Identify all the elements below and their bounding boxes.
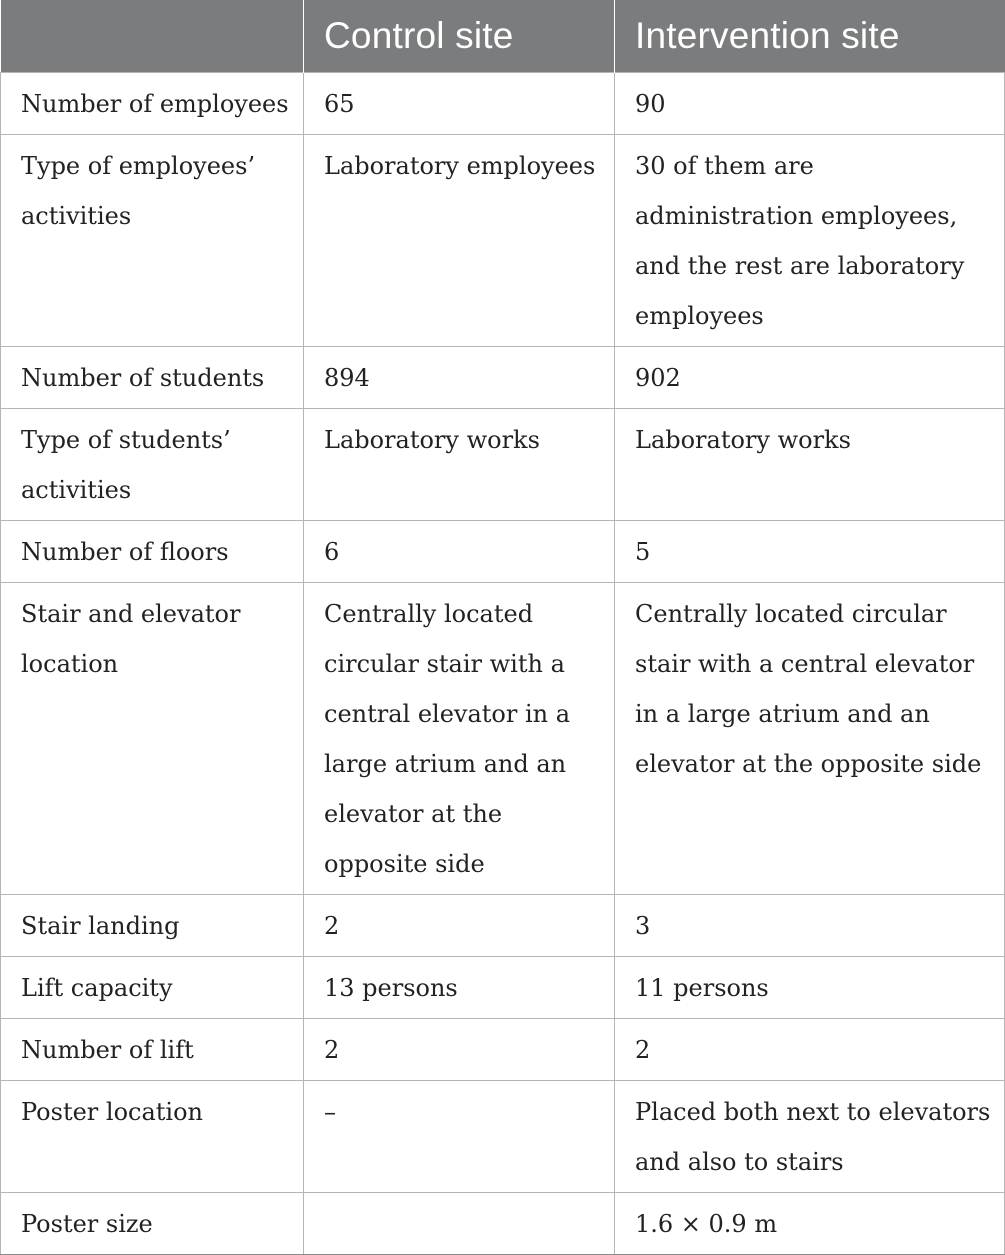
- control-value: 894: [304, 346, 615, 408]
- table-row: [1, 346, 1005, 408]
- intervention-value: 3: [615, 894, 1005, 956]
- control-value: Laboratory works: [304, 408, 615, 520]
- header-control-site: Control site: [304, 0, 615, 72]
- header-intervention-site: Intervention site: [615, 0, 1005, 72]
- control-value: Laboratory employees: [304, 134, 615, 346]
- table-row: [1, 408, 1005, 520]
- intervention-value: 11 persons: [615, 956, 1005, 1018]
- table-body: [1, 72, 1005, 1254]
- row-label: Poster location: [1, 1080, 304, 1192]
- row-label: Number of students: [1, 346, 304, 408]
- intervention-value: 902: [615, 346, 1005, 408]
- row-label: Number of employees: [1, 72, 304, 134]
- table-row: [1, 956, 1005, 1018]
- row-label: Stair and elevator location: [1, 582, 304, 894]
- header-empty: [1, 0, 304, 72]
- table-row: [1, 1192, 1005, 1254]
- header-row: [1, 0, 1005, 72]
- intervention-value: 2: [615, 1018, 1005, 1080]
- control-value: 2: [304, 1018, 615, 1080]
- row-label: Number of floors: [1, 520, 304, 582]
- table-row: [1, 520, 1005, 582]
- table-row: [1, 582, 1005, 894]
- intervention-value: 5: [615, 520, 1005, 582]
- control-value: 6: [304, 520, 615, 582]
- control-value: 2: [304, 894, 615, 956]
- row-label: Poster size: [1, 1192, 304, 1254]
- control-value: 13 persons: [304, 956, 615, 1018]
- table-header: [1, 0, 1005, 72]
- table-row: [1, 1018, 1005, 1080]
- row-label: Type of students’ activities: [1, 408, 304, 520]
- intervention-value: 30 of them are administration employees, and the rest are laboratory employees: [615, 134, 1005, 346]
- intervention-value: 90: [615, 72, 1005, 134]
- control-value: [304, 1192, 615, 1254]
- row-label: Stair landing: [1, 894, 304, 956]
- table-row: [1, 134, 1005, 346]
- control-value: –: [304, 1080, 615, 1192]
- row-label: Type of employees’ activities: [1, 134, 304, 346]
- control-value: Centrally located circular stair with a central elevator in a large atrium and an elevator at the opposite side: [304, 582, 615, 894]
- table-row: [1, 1080, 1005, 1192]
- intervention-value: 1.6 × 0.9 m: [615, 1192, 1005, 1254]
- control-value: 65: [304, 72, 615, 134]
- intervention-value: Laboratory works: [615, 408, 1005, 520]
- intervention-value: Placed both next to elevators and also to stairs: [615, 1080, 1005, 1192]
- row-label: Number of lift: [1, 1018, 304, 1080]
- intervention-value: Centrally located circular stair with a central elevator in a large atrium and an elevator at the opposite side: [615, 582, 1005, 894]
- row-label: Lift capacity: [1, 956, 304, 1018]
- table-row: [1, 72, 1005, 134]
- table-row: [1, 894, 1005, 956]
